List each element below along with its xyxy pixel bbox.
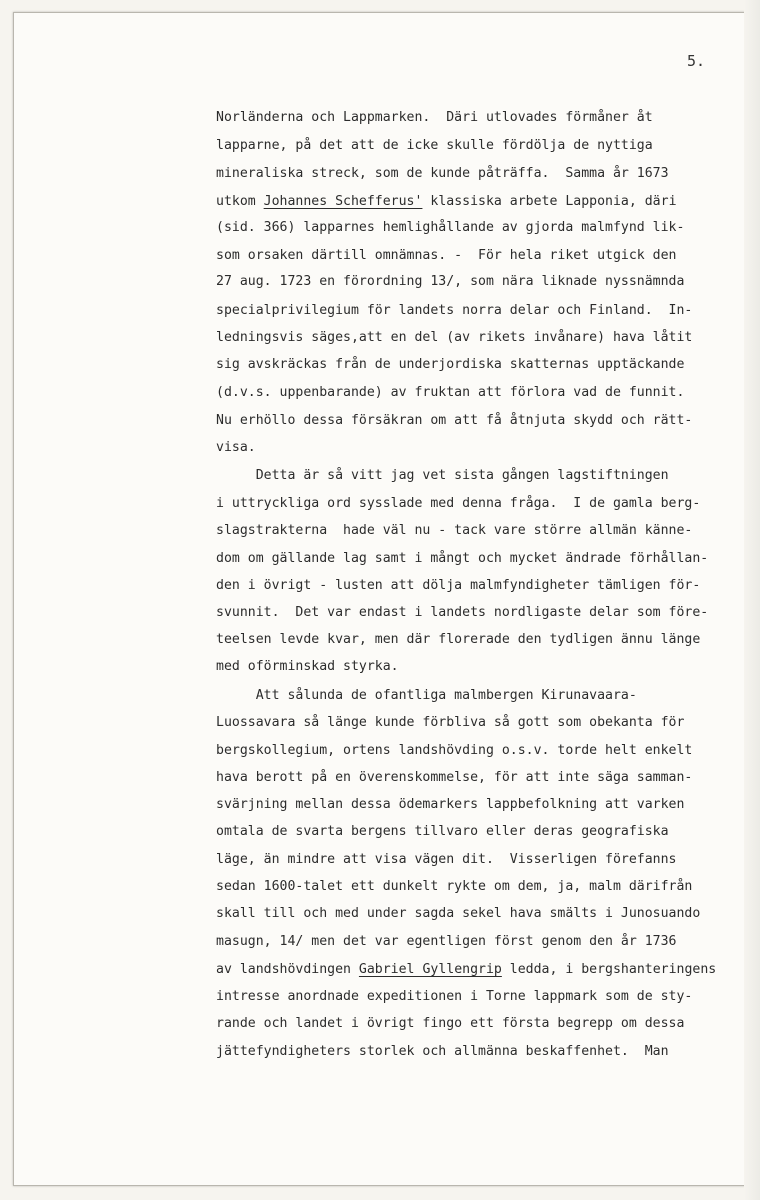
text-segment: visa. — [216, 440, 256, 455]
text-line — [216, 166, 669, 182]
text-segment: jättefyndigheters storlek och allmänna beskaffenhet. Man — [216, 1044, 669, 1059]
text-segment: svärjning mellan dessa ödemarkers lappbefolkning att varken — [216, 797, 685, 812]
text-line — [216, 906, 700, 922]
text-segment: den i övrigt - lusten att dölja malmfyndigheter tämligen för- — [216, 578, 701, 593]
text-line — [216, 413, 692, 429]
text-segment: 27 aug. 1723 en förordning 13/, som nära liknade nyssnämnda — [216, 274, 685, 289]
text-segment: klassiska arbete Lapponia, däri — [422, 194, 677, 209]
text-line — [216, 797, 684, 813]
text-segment: omtala de svarta bergens tillvaro eller deras geografiska — [216, 824, 669, 839]
text-line — [216, 605, 708, 621]
text-segment: rande och landet i övrigt fingo ett första begrepp om dessa — [216, 1016, 685, 1031]
text-segment: svunnit. Det var endast i landets nordligaste delar som före- — [216, 605, 709, 620]
text-line — [216, 274, 684, 290]
scan-edge — [744, 0, 760, 1200]
text-segment: skall till och med under sagda sekel hava smälts i Junosuando — [216, 906, 701, 921]
text-segment: ledningsvis säges,att en del (av rikets invånare) hava låtit — [216, 330, 693, 345]
text-line — [216, 220, 684, 236]
text-line — [216, 1044, 669, 1060]
text-segment: bergskollegium, ortens landshövding o.s.v. torde helt enkelt — [216, 743, 693, 758]
text-segment: intresse anordnade expeditionen i Torne lappmark som de sty- — [216, 989, 693, 1004]
text-segment: mineraliska streck, som de kunde påträffa. Samma år 1673 — [216, 166, 669, 181]
text-line — [216, 330, 692, 346]
text-line — [216, 551, 708, 567]
text-segment: dom om gällande lag samt i mångt och mycket ändrade förhållan- — [216, 551, 709, 566]
text-segment: lapparne, på det att de icke skulle fördölja de nyttiga — [216, 138, 653, 153]
text-segment: av landshövdingen — [216, 962, 359, 977]
text-line — [216, 824, 669, 840]
text-line — [216, 989, 692, 1005]
text-segment: Att sålunda de ofantliga malmbergen Kirunavaara- — [216, 688, 637, 703]
text-line — [216, 303, 692, 319]
text-segment: slagstrakterna hade väl nu - tack vare större allmän känne- — [216, 523, 693, 538]
text-segment: (sid. 366) lapparnes hemlighållande av gjorda malmfynd lik- — [216, 220, 685, 235]
text-line — [216, 715, 684, 731]
text-segment: Nu erhöllo dessa försäkran om att få åtnjuta skydd och rätt- — [216, 413, 693, 428]
paper-sheet — [13, 12, 745, 1186]
text-segment: teelsen levde kvar, men där florerade den tydligen ännu länge — [216, 632, 701, 647]
text-line — [216, 879, 692, 895]
text-line — [216, 688, 637, 704]
text-segment: Luossavara så länge kunde förbliva så gott som obekanta för — [216, 715, 685, 730]
text-line — [216, 194, 677, 210]
text-line — [216, 578, 700, 594]
text-line — [216, 770, 692, 786]
text-line — [216, 523, 692, 539]
text-line — [216, 248, 677, 264]
text-segment: sig avskräckas från de underjordiska skatternas upptäckande — [216, 357, 685, 372]
page-number: 5. — [687, 52, 706, 70]
text-line — [216, 110, 653, 126]
text-segment: läge, än mindre att visa vägen dit. Visserligen förefanns — [216, 852, 677, 867]
text-segment: Norländerna och Lappmarken. Däri utlovades förmåner åt — [216, 110, 653, 125]
text-line — [216, 852, 677, 868]
text-segment: sedan 1600-talet ett dunkelt rykte om dem, ja, malm därifrån — [216, 879, 693, 894]
text-line — [216, 496, 700, 512]
text-line — [216, 934, 677, 950]
underlined-name: Gabriel Gyllengrip — [358, 962, 502, 977]
text-segment: (d.v.s. uppenbarande) av fruktan att förlora vad de funnit. — [216, 385, 685, 400]
text-line — [216, 659, 399, 675]
text-line — [216, 632, 700, 648]
text-line — [216, 743, 692, 759]
underlined-name: Johannes Schefferus' — [263, 194, 423, 209]
text-line — [216, 962, 716, 978]
text-line — [216, 440, 256, 456]
text-segment: i uttryckliga ord sysslade med denna fråga. I de gamla berg- — [216, 496, 701, 511]
text-segment: specialprivilegium för landets norra delar och Finland. In- — [216, 303, 693, 318]
text-segment: ledda, i bergshanteringens — [501, 962, 717, 977]
text-segment: hava berott på en överenskommelse, för att inte säga samman- — [216, 770, 693, 785]
text-line — [216, 357, 684, 373]
text-segment: masugn, 14/ men det var egentligen först genom den år 1736 — [216, 934, 677, 949]
text-segment: med oförminskad styrka. — [216, 659, 399, 674]
text-segment: utkom — [216, 194, 264, 209]
text-segment: Detta är så vitt jag vet sista gången lagstiftningen — [216, 468, 669, 483]
text-line — [216, 1016, 684, 1032]
text-segment: som orsaken därtill omnämnas. - För hela riket utgick den — [216, 248, 677, 263]
text-line — [216, 468, 669, 484]
text-line — [216, 138, 653, 154]
text-line — [216, 385, 684, 401]
